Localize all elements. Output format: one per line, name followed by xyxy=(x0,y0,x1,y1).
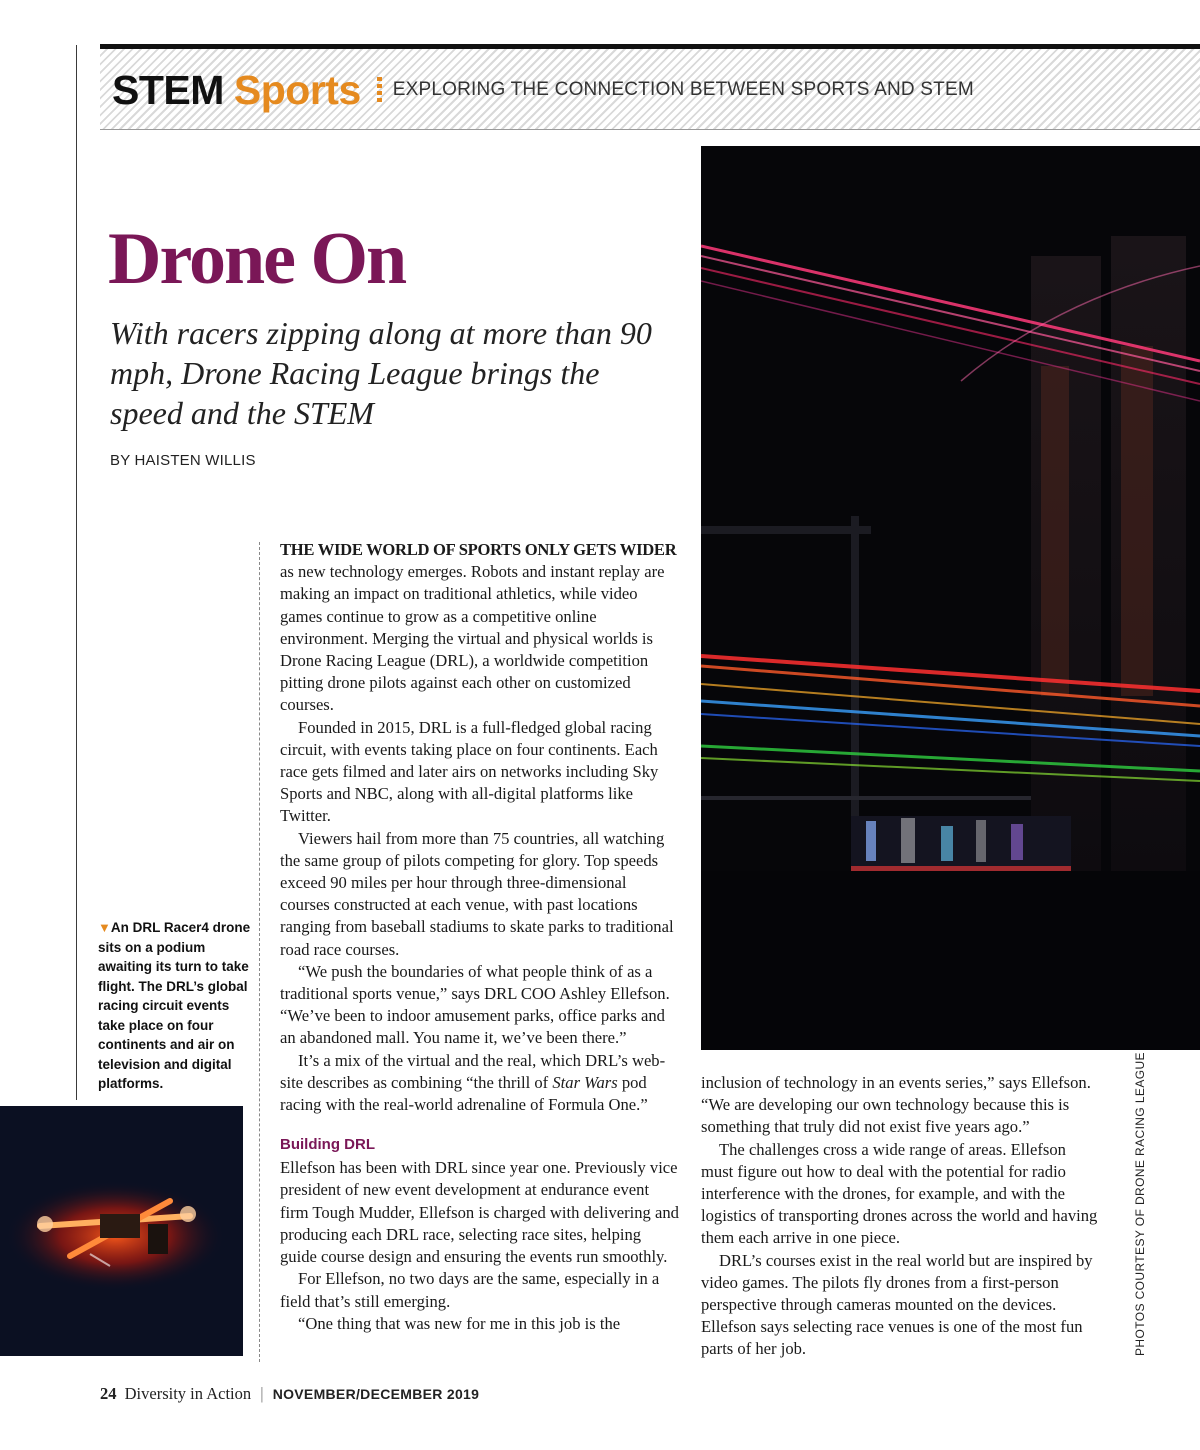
article-column-2 xyxy=(701,1072,1101,1361)
dotted-divider-icon xyxy=(377,77,382,103)
paragraph-10: DRL’s courses exist in the real world but are inspired by video games. The pilots fly drones from a first-person perspective through cameras mounted on the devices. Ellefson says selecting race venues is one of the most fun parts of her job. xyxy=(701,1250,1093,1359)
paragraph-4: “We push the boundaries of what people think of as a traditional sports venue,” says DRL COO Ashley Ellefson. “We’ve been to indoor amusement parks, office parks and an abandoned mall. You name it, we’ve been there.” xyxy=(280,961,670,1048)
photo-caption xyxy=(98,918,258,1094)
page-footer xyxy=(100,1384,479,1404)
article-column-1 xyxy=(280,539,680,1335)
paragraph-7: For Ellefson, no two days are the same, especially in a field that’s still emerging. xyxy=(280,1269,660,1311)
paragraph-5 xyxy=(280,1050,680,1117)
footer-separator: | xyxy=(260,1384,264,1403)
paragraph-2: Founded in 2015, DRL is a full-fledged global racing circuit, with events taking place on four continents. Each race gets filmed and later airs on networks including Sky Sports and NBC, along with all-digital platforms like Twitter. xyxy=(280,717,659,826)
paragraph-9: The challenges cross a wide range of areas. Ellefson must figure out how to deal with the potential for radio interference with the drones, for example, and with the logistics of transporting drones across the world and having them each arrive in one piece. xyxy=(701,1139,1098,1248)
series-tagline: EXPLORING THE CONNECTION BETWEEN SPORTS AND STEM xyxy=(392,79,974,100)
article-headline: Drone On xyxy=(108,218,406,300)
race-venue-photo xyxy=(701,146,1200,1050)
paragraph-1 xyxy=(280,539,680,717)
paragraph-5-text-b: pod racing with the real-world adrenaline of Formula One.” xyxy=(280,1072,648,1115)
paragraph-5-italic: Star Wars xyxy=(552,1072,618,1092)
publication-name: Diversity in Action xyxy=(124,1384,252,1403)
paragraph-3: Viewers hail from more than 75 countries, all watching the same group of pilots competing for glory. Top speeds exceed 90 miles per hour through three-dimensional courses constructed at each venue, with past locations ranging from baseball stadiums to skate parks to traditional road race courses. xyxy=(280,828,674,959)
page-edge-rule xyxy=(76,45,77,1100)
caption-text: An DRL Racer4 drone sits on a podium awaiting its turn to take flight. The DRL’s global racing circuit events take place on four continents and air on television and digital platforms. xyxy=(98,920,251,1091)
column-divider xyxy=(259,542,260,1362)
series-title-stem: STEM xyxy=(112,66,224,113)
drone-podium-photo xyxy=(0,1106,243,1356)
page-number: 24 xyxy=(100,1384,117,1403)
race-venue-illustration xyxy=(701,146,1200,1050)
paragraph-8-continued: inclusion of technology in an events series,” says Ellefson. “We are developing our own technology because this is something that truly did not exist five years ago.” xyxy=(701,1073,1091,1137)
caption-triangle-icon: ▼ xyxy=(98,920,111,935)
drone-illustration xyxy=(0,1106,243,1356)
lead-in: THE WIDE WORLD OF SPORTS ONLY GETS WIDER xyxy=(280,540,677,559)
series-title-sports: Sports xyxy=(233,66,361,113)
paragraph-1-text: as new technology emerges. Robots and instant replay are making an impact on traditional athletics, while video games continue to grow as a competitive online environment. Merging the virtual and physical worlds is Drone Racing League (DRL), a worldwide competition pitting drone pilots against each other on customized courses. xyxy=(280,562,665,715)
byline: BY HAISTEN WILLIS xyxy=(110,452,256,469)
paragraph-6: Ellefson has been with DRL since year one. Previously vice president of new event development at endurance event firm Tough Mudder, Ellefson is charged with delivering and producing each DRL race, selecting race sites, helping guide course design and ensuring the events run smoothly. xyxy=(280,1158,679,1267)
photo-credit: PHOTOS COURTESY OF DRONE RACING LEAGUE xyxy=(1133,1052,1147,1356)
article-deck: With racers zipping along at more than 90 mph, Drone Racing League brings the speed and the STEM xyxy=(110,315,652,431)
issue-date: NOVEMBER/DECEMBER 2019 xyxy=(272,1386,480,1402)
section-subhead: Building DRL xyxy=(280,1136,375,1154)
paragraph-8-start: “One thing that was new for me in this job is the xyxy=(298,1313,621,1333)
paragraph-5-text-a: It’s a mix of the virtual and the real, which DRL’s website describes as combining “the thrill of xyxy=(280,1050,666,1092)
series-header xyxy=(112,64,974,116)
